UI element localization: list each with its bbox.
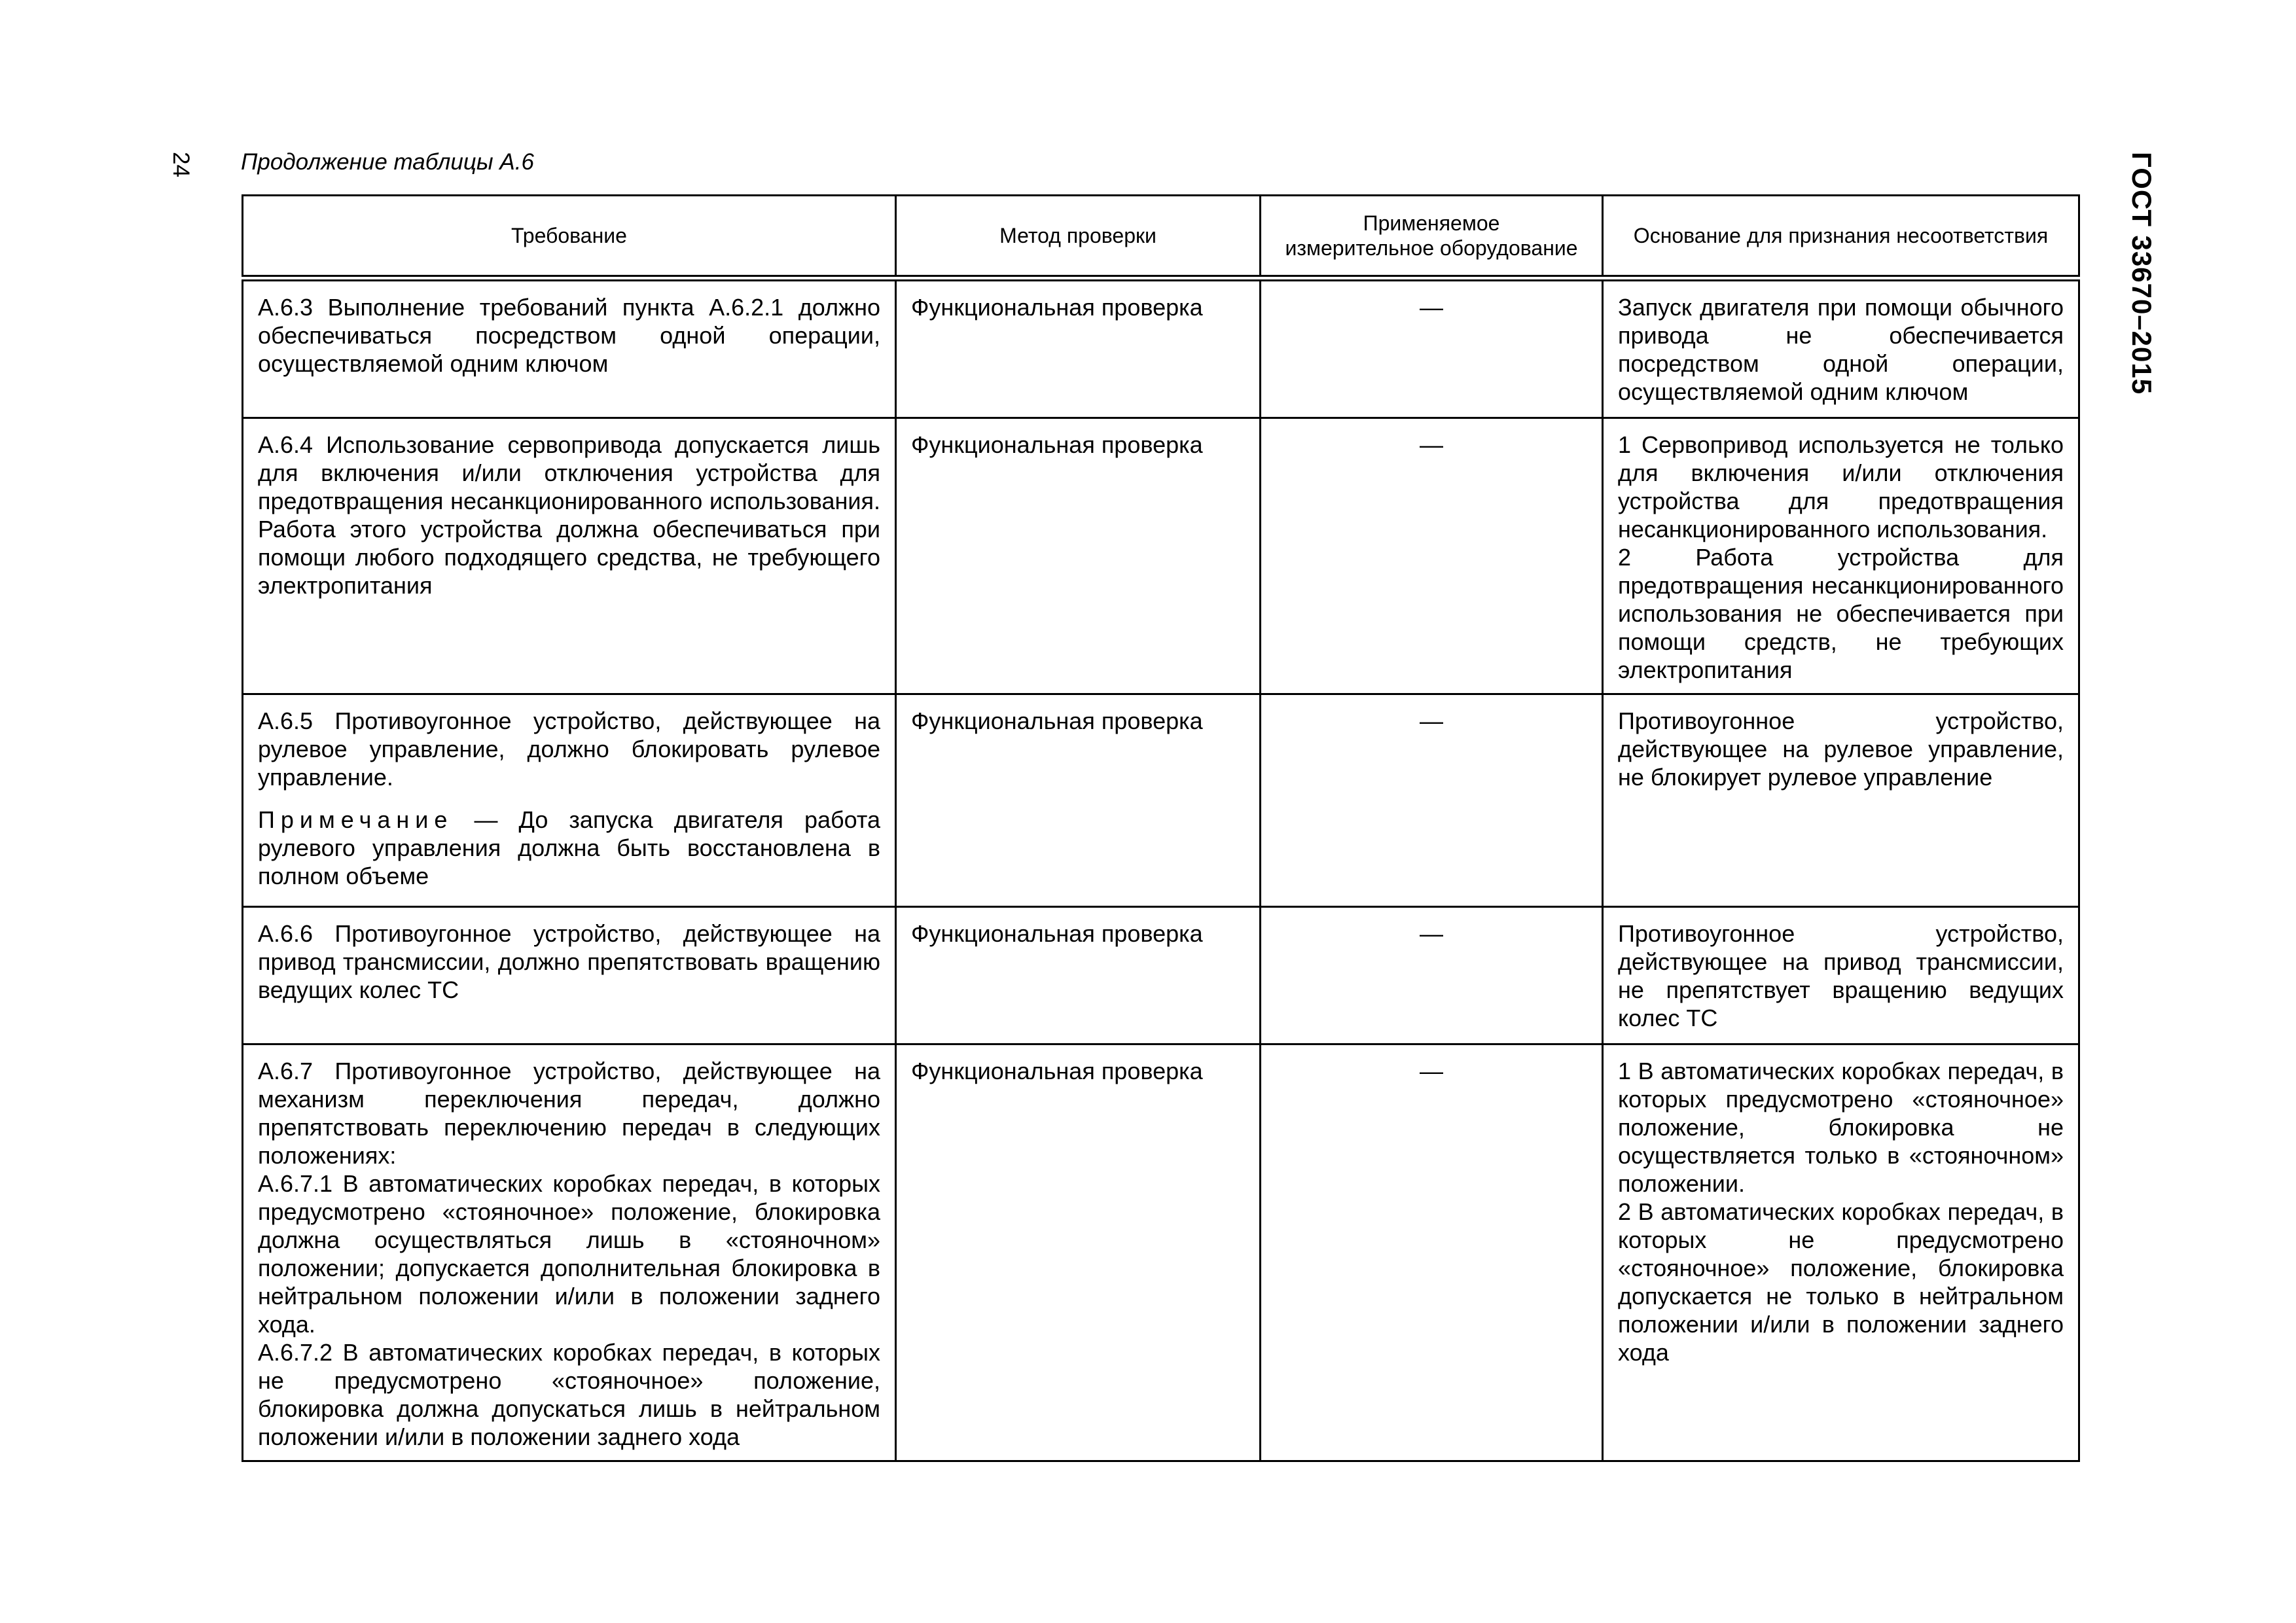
basis-cell — [1603, 1044, 2079, 1461]
note-text: — До запуска двигателя работа рулевого управления должна быть восстановлена в полном объеме — [258, 806, 880, 889]
header-basis: Основание для признания несоответствия — [1603, 196, 2079, 279]
method-cell: Функциональная проверка — [896, 1044, 1261, 1461]
requirement-cell — [243, 278, 896, 418]
basis-text: 2 Работа устройства для предотвращения несанкционированного использования не обеспечивается при помощи средств, не требующих электропитания — [1618, 544, 2064, 683]
table-row — [243, 278, 2079, 418]
method-cell: Функциональная проверка — [896, 694, 1261, 907]
header-equipment-line2: измерительное оборудование — [1285, 236, 1578, 260]
table-row — [243, 694, 2079, 907]
requirement-text: А.6.7.1 В автоматических коробках передач, в которых предусмотрено «стояночное» положение, блокировка должна осуществляться лишь в «стояночном» положении; допускается дополнительная блокировка в нейтральном положении и/или в положении заднего хода. — [258, 1170, 880, 1338]
requirement-text: А.6.4 Использование сервопривода допускается лишь для включения и/или отключения устройства для предотвращения несанкционированного использования. Работа этого устройства должна обеспечиваться при помощи любого подходящего средства, не требующего электропитания — [258, 431, 880, 599]
equipment-cell: — — [1261, 1044, 1603, 1461]
table-header-row — [243, 196, 2079, 279]
header-equipment — [1261, 196, 1603, 279]
equipment-cell: — — [1261, 278, 1603, 418]
requirements-table — [242, 194, 2080, 1462]
equipment-cell: — — [1261, 907, 1603, 1044]
basis-cell — [1603, 278, 2079, 418]
note — [258, 806, 880, 890]
method-cell: Функциональная проверка — [896, 278, 1261, 418]
table-row — [243, 1044, 2079, 1461]
requirement-text: А.6.3 Выполнение требований пункта А.6.2.1 должно обеспечиваться посредством одной операции, осуществляемой одним ключом — [258, 294, 880, 377]
equipment-cell: — — [1261, 418, 1603, 694]
requirement-cell — [243, 907, 896, 1044]
header-requirement: Требование — [243, 196, 896, 279]
table-continuation-title: Продолжение таблицы А.6 — [241, 149, 534, 175]
basis-cell — [1603, 694, 2079, 907]
basis-text: 1 Сервопривод используется не только для включения и/или отключения устройства для предотвращения несанкционированного использования. — [1618, 431, 2064, 543]
header-equipment-line1: Применяемое — [1363, 211, 1500, 235]
basis-cell — [1603, 418, 2079, 694]
requirement-text: А.6.7 Противоугонное устройство, действующее на механизм переключения передач, должно препятствовать переключению передач в следующих положениях: — [258, 1058, 880, 1169]
requirement-text: А.6.5 Противоугонное устройство, действующее на рулевое управление, должно блокировать рулевое управление. — [258, 707, 880, 791]
basis-text: Противоугонное устройство, действующее на рулевое управление, не блокирует рулевое управление — [1618, 707, 2064, 791]
requirement-cell — [243, 418, 896, 694]
requirement-text: А.6.6 Противоугонное устройство, действующее на привод трансмиссии, должно препятствовать вращению ведущих колес ТС — [258, 920, 880, 1003]
header-method: Метод проверки — [896, 196, 1261, 279]
basis-text: Запуск двигателя при помощи обычного привода не обеспечивается посредством одной операции, осуществляемой одним ключом — [1618, 294, 2064, 405]
basis-text: Противоугонное устройство, действующее на привод трансмиссии, не препятствует вращению ведущих колес ТС — [1618, 920, 2064, 1031]
table-row — [243, 418, 2079, 694]
requirement-text: А.6.7.2 В автоматических коробках передач, в которых не предусмотрено «стояночное» положение, блокировка должна допускаться лишь в нейтральном положении и/или в положении заднего хода — [258, 1339, 880, 1450]
equipment-cell: — — [1261, 694, 1603, 907]
requirement-cell — [243, 694, 896, 907]
basis-text: 2 В автоматических коробках передач, в которых не предусмотрено «стояночное» положение, блокировка допускается не только в нейтральном положении и/или в положении заднего хода — [1618, 1198, 2064, 1366]
standard-identifier: ГОСТ 33670–2015 — [2126, 152, 2157, 395]
note-label: Примечание — [258, 806, 454, 833]
basis-cell — [1603, 907, 2079, 1044]
method-cell: Функциональная проверка — [896, 907, 1261, 1044]
page-number: 24 — [168, 152, 194, 177]
table-row — [243, 907, 2079, 1044]
basis-text: 1 В автоматических коробках передач, в которых предусмотрено «стояночное» положение, блокировка не осуществляется только в «стояночном» положении. — [1618, 1058, 2064, 1197]
method-cell: Функциональная проверка — [896, 418, 1261, 694]
requirement-cell — [243, 1044, 896, 1461]
